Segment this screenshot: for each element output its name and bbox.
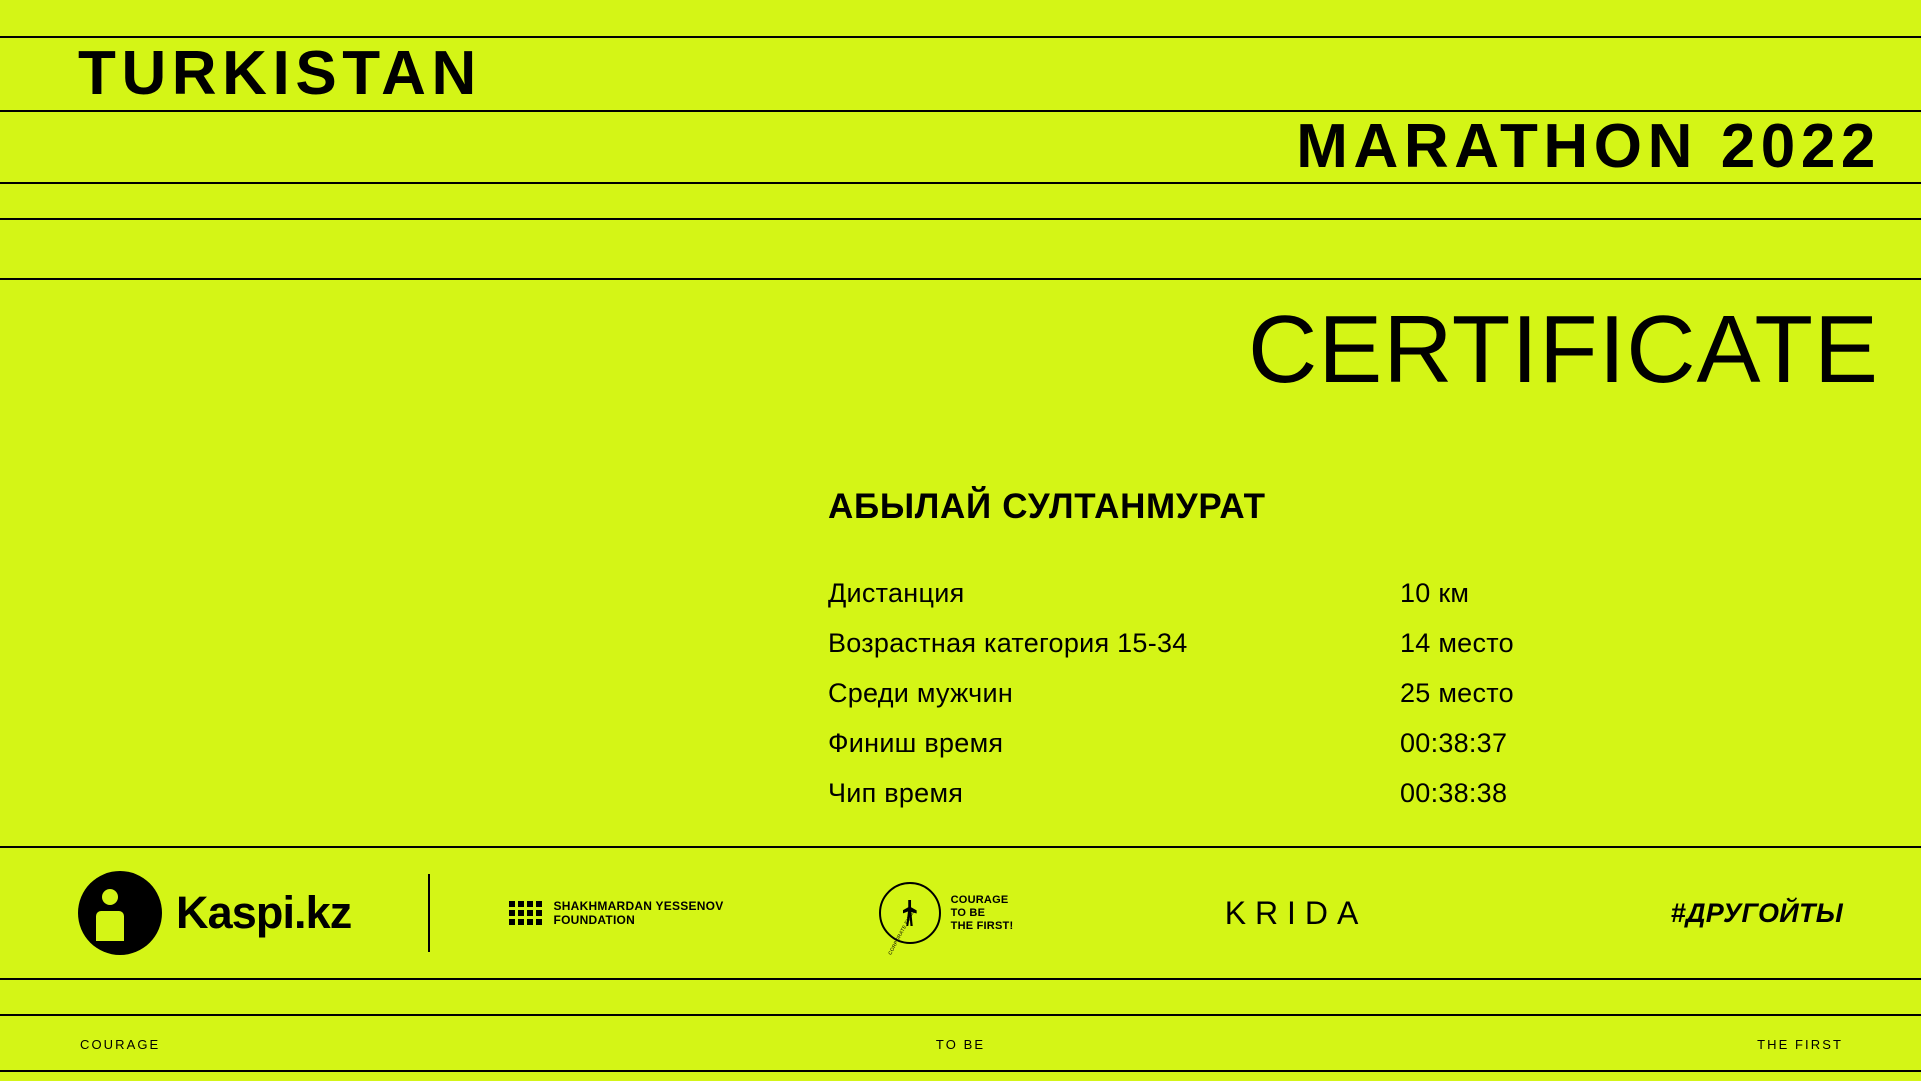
result-label: Возрастная категория 15-34 (828, 628, 1188, 658)
divider-line (0, 278, 1921, 280)
kaspi-logo-icon (78, 871, 162, 955)
event-title-line-1: TURKISTAN (78, 39, 482, 108)
yessenov-logo-icon (509, 901, 542, 925)
table-row (828, 728, 1628, 778)
result-label: Дистанция (828, 578, 965, 608)
divider-line (0, 1014, 1921, 1016)
page-title: CERTIFICATE (1247, 296, 1879, 403)
result-label: Чип время (828, 778, 964, 808)
table-row (828, 578, 1628, 628)
sponsor-corporate-line2: TO BE (950, 906, 986, 919)
sponsor-yessenov-line2: FOUNDATION (553, 913, 636, 927)
sponsor-krida (1126, 848, 1466, 978)
results-table (828, 578, 1628, 828)
footer-right-text: THE FIRST (1757, 1036, 1843, 1052)
result-value: 14 место (1400, 628, 1514, 658)
sponsor-corporate-label (951, 894, 1014, 933)
table-row (828, 678, 1628, 728)
divider-line (0, 182, 1921, 184)
sponsor-drugoity (1466, 848, 1921, 978)
sponsor-krida-label: KRIDA (1224, 894, 1368, 931)
sponsor-corporate-fund (766, 848, 1126, 978)
corporate-fund-ring-text: CORPORATE FUND (887, 909, 916, 957)
divider-line (0, 218, 1921, 220)
table-row (828, 628, 1628, 678)
athlete-name: АБЫЛАЙ СУЛТАНМУРАТ (828, 487, 1266, 526)
sponsor-drugoity-label: #ДРУГОЙТЫ (1670, 897, 1843, 928)
table-row (828, 778, 1628, 828)
sponsor-strip (0, 848, 1921, 978)
result-label: Среди мужчин (828, 678, 1014, 708)
sponsor-corporate-line3: THE FIRST! (950, 919, 1014, 932)
result-label: Финиш время (828, 728, 1004, 758)
corporate-fund-logo-icon (879, 882, 941, 957)
result-value: 00:38:37 (1400, 728, 1508, 758)
divider-line (0, 1070, 1921, 1072)
sponsor-corporate-line1: COURAGE (950, 893, 1009, 906)
sponsor-yessenov (466, 848, 766, 978)
footer-slogan (0, 1018, 1921, 1070)
sponsor-kaspi-label: Kaspi.kz (176, 887, 352, 938)
footer-left-text: COURAGE (80, 1036, 161, 1052)
sponsor-yessenov-label (554, 899, 724, 927)
sponsor-yessenov-line1: SHAKHMARDAN YESSENOV (553, 899, 724, 913)
footer-center-text: TO BE (935, 1036, 986, 1052)
sponsor-kaspi (78, 848, 428, 978)
sponsor-divider (428, 874, 430, 952)
result-value: 00:38:38 (1400, 778, 1508, 808)
result-value: 25 место (1400, 678, 1514, 708)
event-title-line-2: MARATHON 2022 (1296, 112, 1881, 181)
result-value: 10 км (1400, 578, 1470, 608)
divider-line (0, 978, 1921, 980)
